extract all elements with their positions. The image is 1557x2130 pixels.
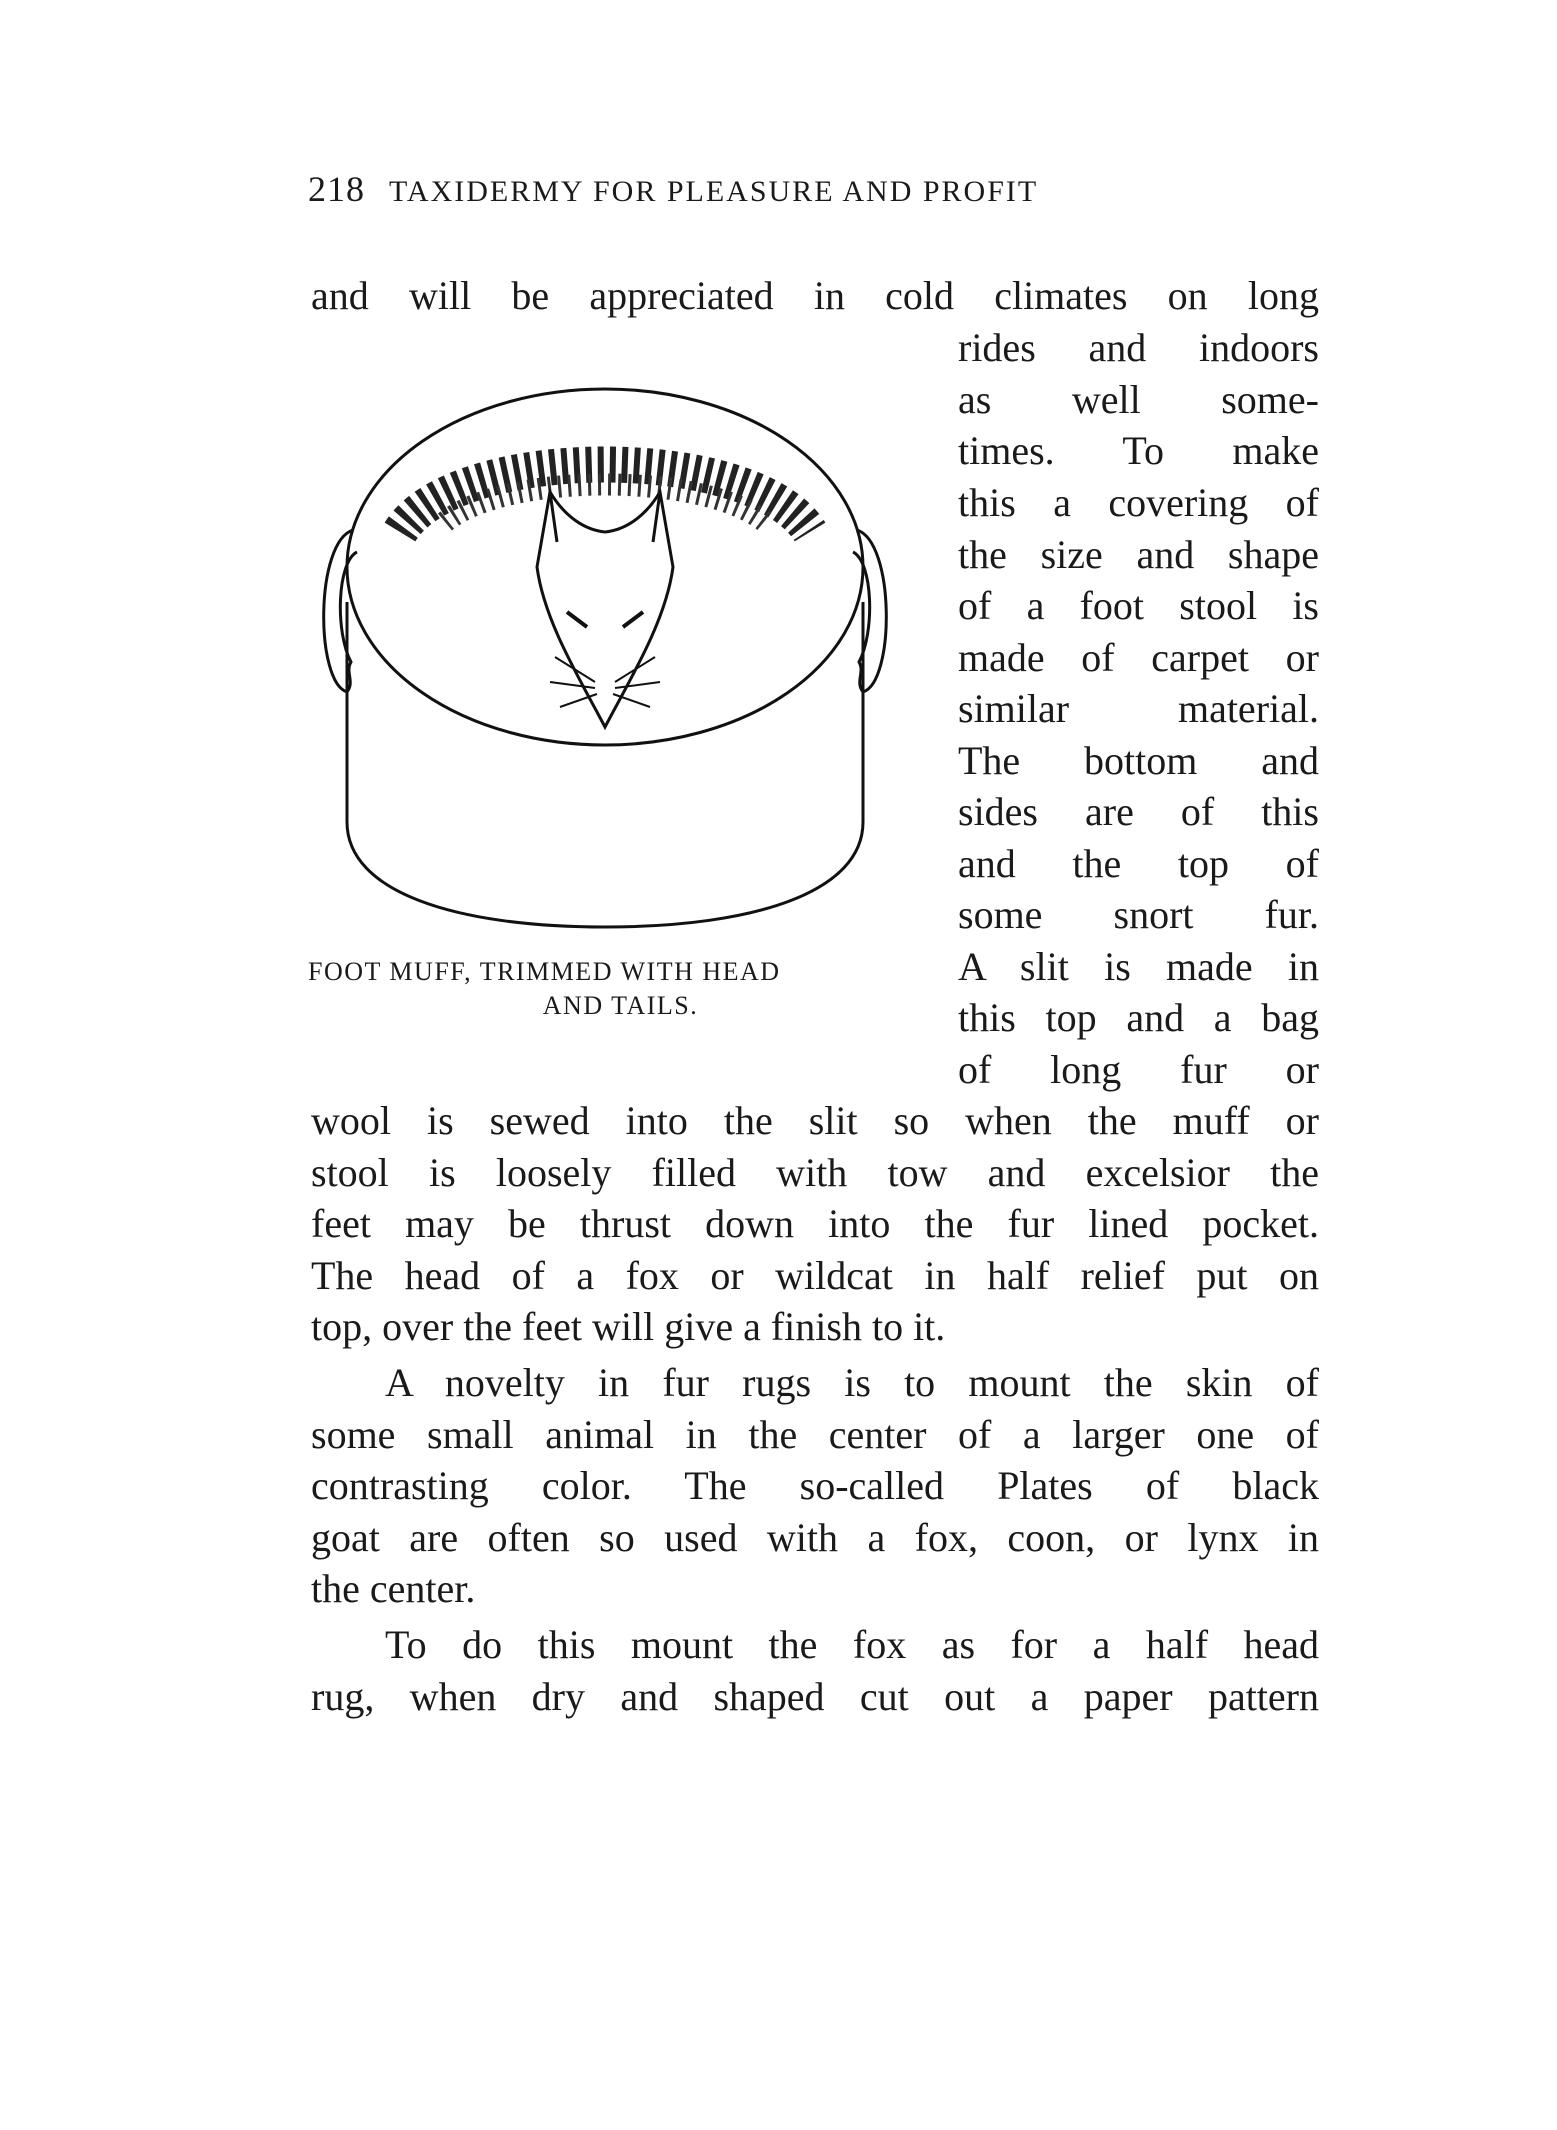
fox-head (537, 492, 673, 727)
running-header (308, 168, 1038, 210)
tail-arc-outer (400, 465, 810, 533)
text-line: this a covering of (958, 480, 1319, 525)
text-line: some snort fur. (958, 892, 1319, 937)
caption-line-1: FOOT MUFF, TRIMMED WITH HEAD (308, 957, 781, 986)
text-line: this top and a bag (958, 995, 1319, 1040)
caption-line-2: AND TAILS. (542, 991, 699, 1020)
text-line: To do this mount the fox as for a half head (385, 1622, 1319, 1667)
text-line: The head of a fox or wildcat in half relief put on (311, 1253, 1319, 1298)
text-line: of a foot stool is (958, 583, 1319, 628)
figure-caption (308, 955, 933, 1023)
text-line: made of carpet or (958, 635, 1319, 680)
text-line: as well some- (958, 377, 1319, 422)
text-line: wool is sewed into the slit so when the muff or (311, 1098, 1319, 1143)
text-line: and the top of (958, 841, 1319, 886)
text-line: goat are often so used with a fox, coon, or lynx in (311, 1515, 1319, 1560)
text-line: of long fur or (958, 1047, 1319, 1092)
text-line: and will be appreciated in cold climates on long (311, 273, 1319, 318)
page-number: 218 (308, 169, 365, 209)
left-handle (324, 530, 357, 692)
text-line: times. To make (958, 428, 1319, 473)
text-line: sides are of this (958, 789, 1319, 834)
text-line: rug, when dry and shaped cut out a paper pattern (311, 1674, 1319, 1719)
text-line: A novelty in fur rugs is to mount the skin of (385, 1360, 1319, 1405)
foot-muff-illustration (305, 382, 905, 947)
text-line: some small animal in the center of a larger one of (311, 1412, 1319, 1457)
text-line: A slit is made in (958, 944, 1319, 989)
text-line: the center. (311, 1566, 476, 1611)
text-line: similar material. (958, 686, 1319, 731)
text-line: stool is loosely filled with tow and excelsior the (311, 1150, 1319, 1195)
text-line: the size and shape (958, 532, 1319, 577)
running-title: TAXIDERMY FOR PLEASURE AND PROFIT (389, 175, 1039, 208)
text-line: feet may be thrust down into the fur lined pocket. (311, 1201, 1319, 1246)
text-line: The bottom and (958, 738, 1319, 783)
fox-head-foot-muff-icon (305, 382, 905, 942)
right-handle (853, 530, 886, 692)
text-line: contrasting color. The so-called Plates of black (311, 1463, 1319, 1508)
text-line: top, over the feet will give a finish to it. (311, 1304, 946, 1349)
text-line: rides and indoors (958, 325, 1319, 370)
